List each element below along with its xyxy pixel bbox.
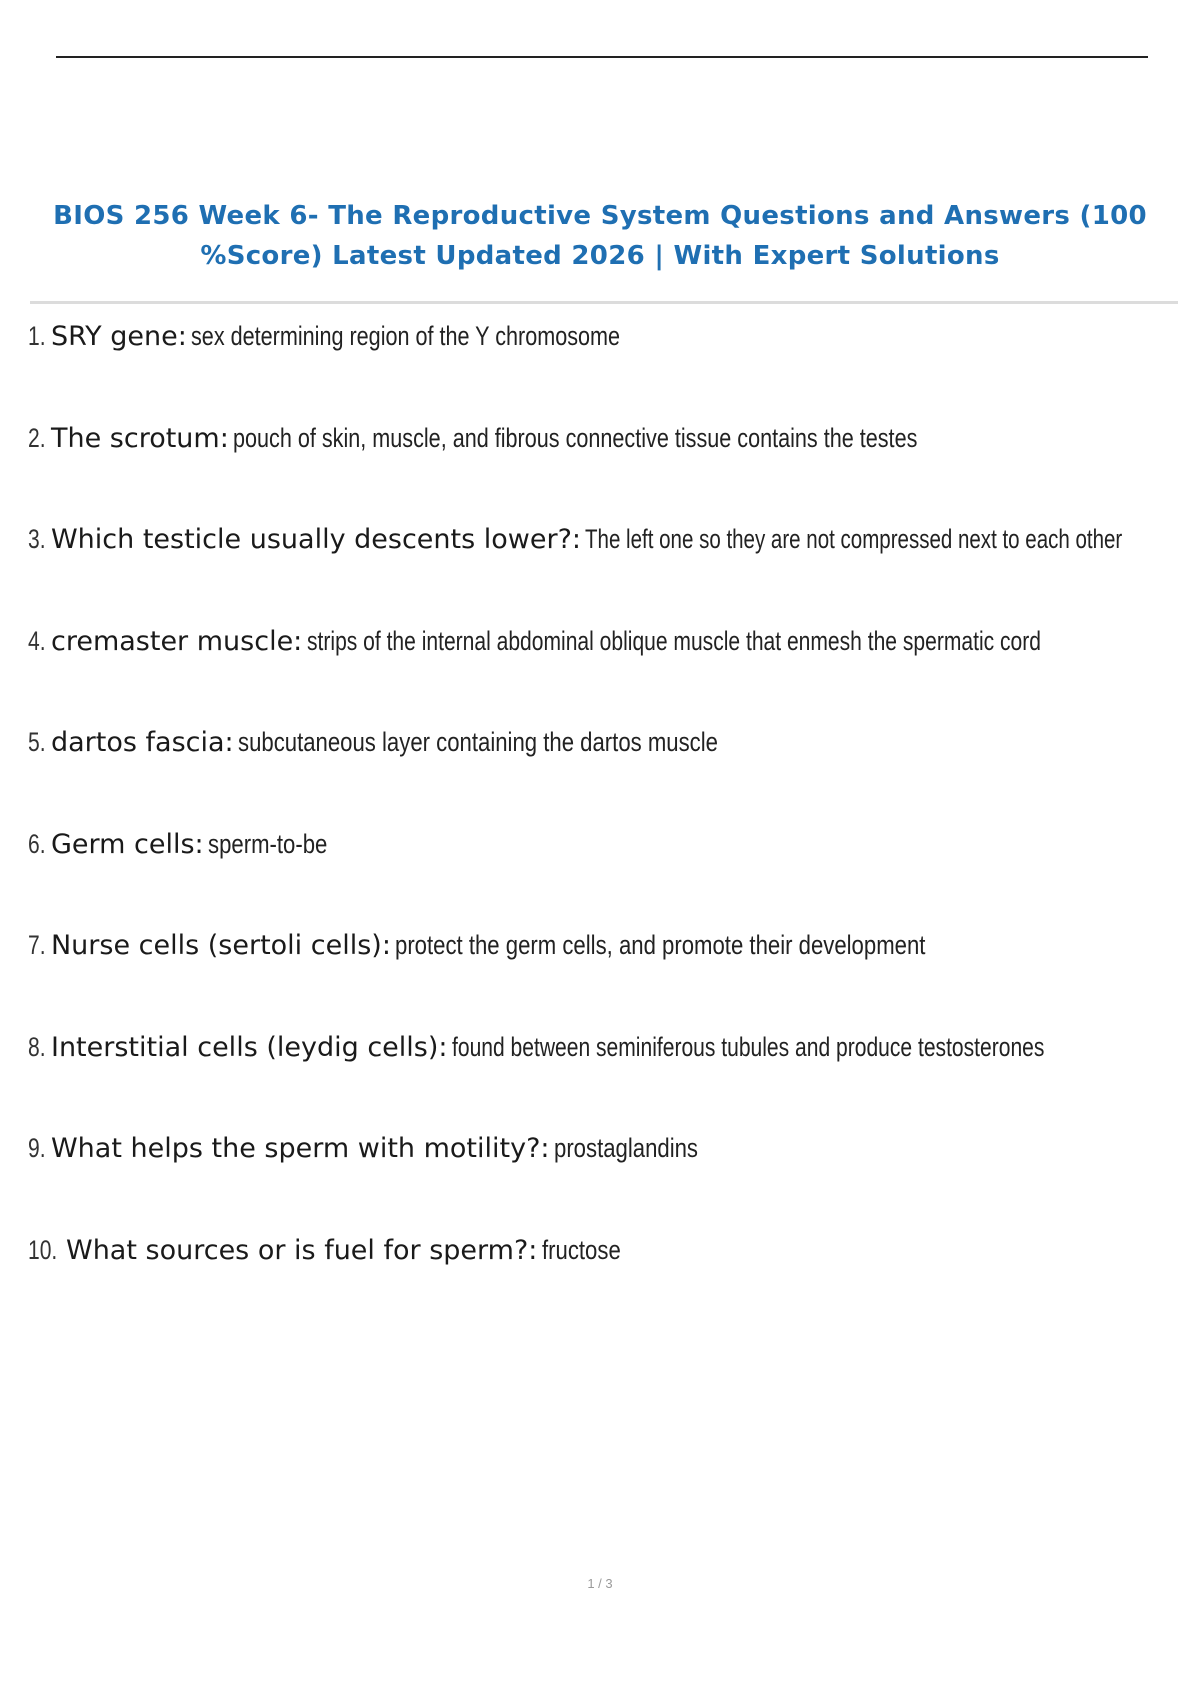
qa-item-5	[28, 722, 1178, 824]
qa-term: Nurse cells (sertoli cells):	[50, 930, 391, 961]
qa-definition: The left one so they are not compressed next to each other	[585, 524, 1123, 554]
qa-number: 2.	[28, 422, 46, 453]
qa-number: 8.	[28, 1031, 46, 1062]
qa-number: 10.	[28, 1234, 58, 1265]
qa-definition: subcutaneous layer containing the dartos muscle	[238, 727, 719, 757]
qa-term: Germ cells:	[50, 828, 204, 860]
qa-number: 9.	[28, 1133, 46, 1163]
qa-number: 3.	[28, 524, 46, 554]
qa-definition: pouch of skin, muscle, and fibrous connective tissue contains the testes	[233, 422, 918, 453]
qa-definition: fructose	[541, 1234, 621, 1265]
qa-term: What helps the sperm with motility?:	[50, 1133, 550, 1164]
qa-definition: sperm-to-be	[208, 828, 328, 859]
qa-term: The scrotum:	[50, 422, 229, 454]
qa-number: 6.	[28, 828, 46, 859]
qa-item-8	[28, 1027, 1178, 1129]
qa-definition: found between seminiferous tubules and produce testosterones	[451, 1031, 1045, 1062]
title-divider	[30, 301, 1178, 304]
document-title-line-2: %Score) Latest Updated 2026 | With Expert Solutions	[200, 241, 1000, 271]
header-rule	[56, 56, 1148, 58]
qa-number: 5.	[28, 727, 46, 757]
document-title-line-1: BIOS 256 Week 6- The Reproductive System Questions and Answers (100	[53, 201, 1147, 231]
qa-item-2	[28, 418, 1178, 520]
qa-definition: prostaglandins	[553, 1133, 698, 1163]
qa-number: 1.	[28, 321, 46, 351]
qa-term: dartos fascia:	[50, 727, 234, 758]
qa-term: What sources or is fuel for sperm?:	[66, 1234, 538, 1266]
page-indicator: 1 / 3	[587, 1576, 613, 1591]
qa-item-4	[28, 621, 1178, 723]
qa-item-6	[28, 824, 1178, 926]
qa-term: cremaster muscle:	[50, 625, 303, 657]
qa-number: 4.	[28, 625, 46, 656]
qa-item-10	[28, 1230, 1178, 1332]
qa-term: Which testicle usually descents lower?:	[50, 524, 581, 555]
qa-item-7	[28, 925, 1178, 1027]
document-title	[40, 196, 1160, 276]
qa-term: Interstitial cells (leydig cells):	[50, 1031, 448, 1063]
qa-item-1	[28, 316, 1178, 418]
qa-item-3	[28, 519, 1178, 621]
qa-list	[28, 316, 1178, 1331]
qa-definition: protect the germ cells, and promote their development	[395, 930, 926, 960]
qa-item-9	[28, 1128, 1178, 1230]
qa-definition: strips of the internal abdominal oblique muscle that enmesh the spermatic cord	[306, 625, 1041, 656]
qa-term: SRY gene:	[50, 321, 187, 352]
qa-number: 7.	[28, 930, 46, 960]
qa-definition: sex determining region of the Y chromosome	[191, 321, 621, 351]
